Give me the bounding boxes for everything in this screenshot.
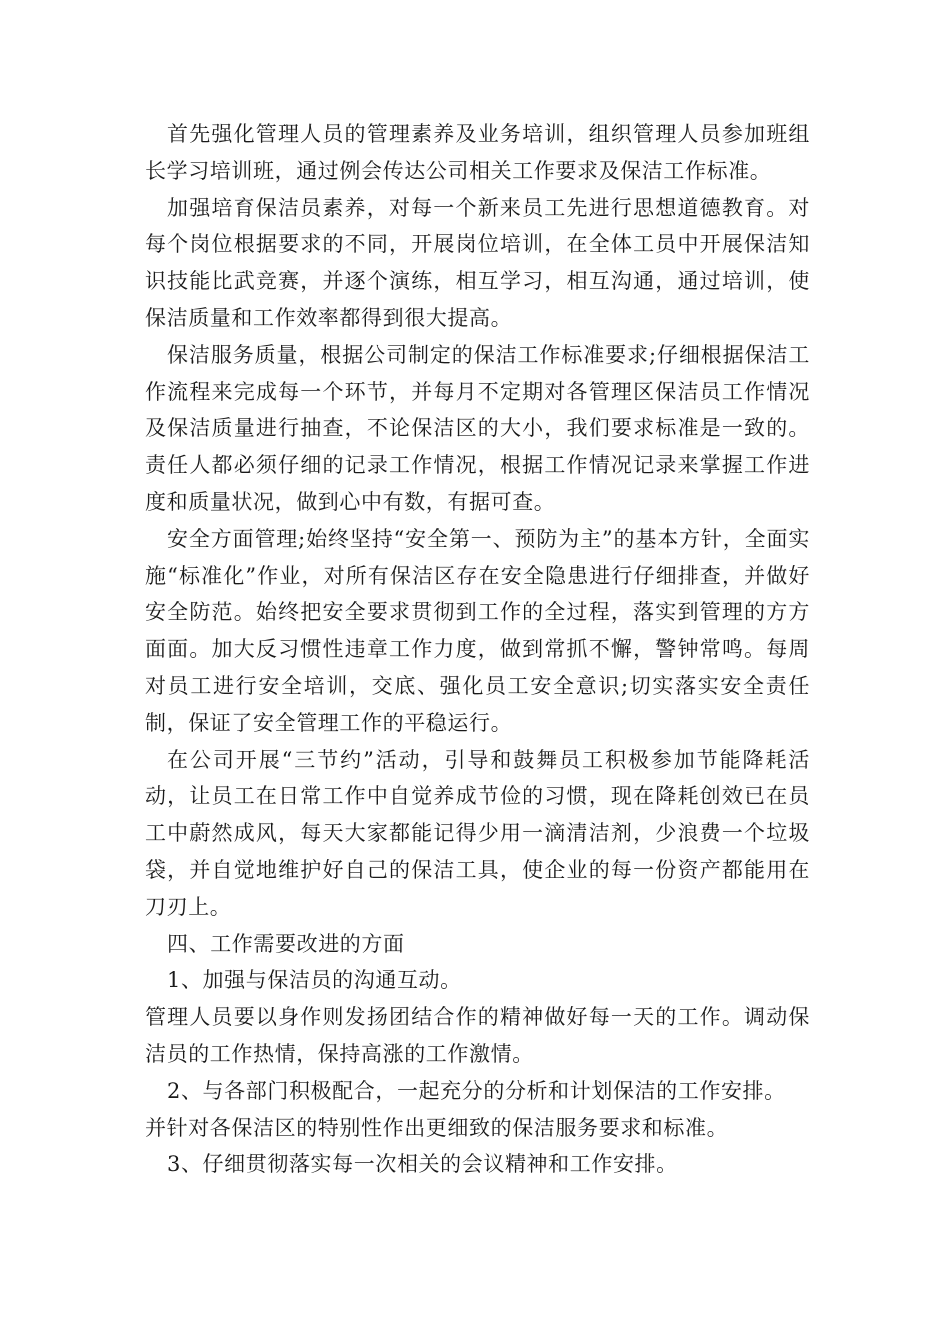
- item-body-1: 管理人员要以身作则发扬团结合作的精神做好每一天的工作。调动保洁员的工作热情，保持高涨的工作激情。: [145, 1005, 810, 1066]
- paragraph-saving-campaign: 在公司开展“三节约”活动，引导和鼓舞员工积极参加节能降耗活动，让员工在日常工作中自觉养成节俭的习惯，现在降耗创效已在员工中蔚然成风，每天大家都能记得少用一滴清洁剂，少浪费一个垃圾袋，并自觉地维护好自己的保洁工具，使企业的每一份资产都能用在刀刃上。: [145, 747, 810, 919]
- item-title-1: 1、加强与保洁员的沟通互动。: [167, 968, 462, 993]
- paragraph-management-training: 首先强化管理人员的管理素养及业务培训，组织管理人员参加班组长学习培训班，通过例会传达公司相关工作要求及保洁工作标准。: [145, 122, 810, 183]
- paragraph-safety-management: 安全方面管理;始终坚持“安全第一、预防为主”的基本方针，全面实施“标准化”作业，对所有保洁区存在安全隐患进行仔细排查，并做好安全防范。始终把安全要求贯彻到工作的全过程，落实到管理的方方面面。加大反习惯性违章工作力度，做到常抓不懈，警钟常鸣。每周对员工进行安全培训，交底、强化员工安全意识;切实落实安全责任制，保证了安全管理工作的平稳运行。: [145, 526, 810, 735]
- item-body-2: 并针对各保洁区的特别性作出更细致的保洁服务要求和标准。: [145, 1115, 729, 1140]
- section-heading: 四、工作需要改进的方面: [167, 931, 405, 956]
- item-title-2: 2、与各部门积极配合，一起充分的分析和计划保洁的工作安排。: [167, 1078, 786, 1103]
- document-page: [145, 116, 810, 1183]
- item-title-3: 3、仔细贯彻落实每一次相关的会议精神和工作安排。: [167, 1152, 678, 1177]
- paragraph-cleaner-training: 加强培育保洁员素养，对每一个新来员工先进行思想道德教育。对每个岗位根据要求的不同，开展岗位培训，在全体工员中开展保洁知识技能比武竞赛，并逐个演练，相互学习，相互沟通，通过培训，使保洁质量和工作效率都得到很大提高。: [145, 195, 810, 330]
- paragraph-service-quality: 保洁服务质量，根据公司制定的保洁工作标准要求;仔细根据保洁工作流程来完成每一个环节，并每月不定期对各管理区保洁员工作情况及保洁质量进行抽查，不论保洁区的大小，我们要求标准是一致的。责任人都必须仔细的记录工作情况，根据工作情况记录来掌握工作进度和质量状况，做到心中有数，有据可查。: [145, 342, 810, 514]
